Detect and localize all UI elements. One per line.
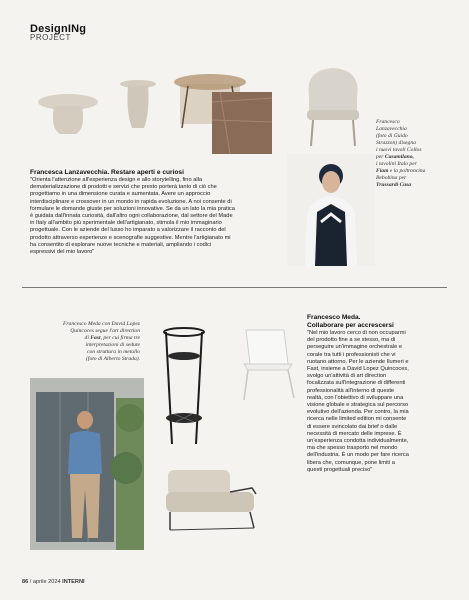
bottom-story-heading: Francesco Meda. Collaborare per accrescersi: [307, 314, 394, 329]
page-footer: 86 / aprile 2024 INTERNI: [22, 579, 85, 585]
portrait-photo-lanzavecchia: [287, 154, 375, 266]
top-story-heading: Francesca Lanzavecchia. Restare aperti e curiosi: [30, 169, 184, 176]
section-subtitle: PROJECT: [30, 33, 71, 42]
bottom-story: [307, 314, 457, 474]
top-story-body: "Orienta l'attenzione all'esperienza design e allo storytelling, fino alla dematerializzazione di prodotti e servizi che presto porterà tanto di ciò che progettiamo in una dimensione curata e aumentata. Avere un approccio interdisciplinare e crossover in un mondo in rapida evoluzione. A noi consente di formulare le domande giuste per soluzioni innovative. Se da un lato la mia pratica è guidata dall'innata curiosità, dall'altro ogni collaborazione, dal settore del Made in Italy all'ambito più sperimentale dell'artigianato, stimola il mio immaginario progettuale. Con le aziende del lusso ho imparato a valorizzare il racconto del prodotto attraverso esperienze e scenografie suggestive. Mentre l'artigianato mi ha consentito di esplorare nuove tecniche e materiali, ampliando i codici espressivi del mio lavoro": [30, 177, 235, 256]
top-photo-caption: Francesco Lanzavecchia (foto di Guido Strazzon) disegna i nuovi tavoli Collos per Casamilano, i tavolini Italo per Fiam e la poltroncina Bebobina per Trussardi Casa: [376, 119, 426, 188]
page-number: 86: [22, 579, 29, 585]
tables-photo: [30, 62, 275, 157]
lounge-chair-photo: [160, 466, 272, 540]
metal-side-table-photo: [150, 322, 218, 450]
armchair-photo: [293, 62, 373, 152]
issue-date: aprile 2024: [32, 579, 61, 585]
white-chair-photo: [238, 324, 300, 404]
portrait-photo-meda: [30, 378, 144, 550]
bottom-photo-caption: Francesco Meda con David Lopez Quincoces segue l'art direction di Fast, per cui firma tre interpretazioni di sedute con struttura in metallo (foto di Alberto Strada).: [62, 321, 140, 362]
section-divider: [22, 287, 447, 288]
section-title: DesignINg: [30, 23, 87, 35]
magazine-brand: INTERNI: [62, 579, 85, 585]
top-story: [30, 169, 284, 256]
bottom-story-body: "Nel mio lavoro cerco di non occuparmi del prodotto fine a se stesso, ma di perseguire un'immagine orchestrale e corale tra tutti i professionisti che vi ruotano attorno. Per le aziende Ilumeri e Fast, insieme a David Lopez Quincoces, svolgo un'attività di art direction focalizzata sull'integrazione di differenti professionalità all'interno di queste realtà, con l'obiettivo di sviluppare una visione globale e strategica sul percorso evolutivo dell'azienda. Per contro, la mia ricerca nelle limited edition mi consente di essere svincolato dai brief o dalle necessità di mercato delle imprese. È un'esperienza condotta individualmente, ma che spesso trasporto nel mondo dell'industria. È un modo per fare ricerca libera che, comunque, pone limiti a questi progettuali preciso": [307, 330, 409, 473]
